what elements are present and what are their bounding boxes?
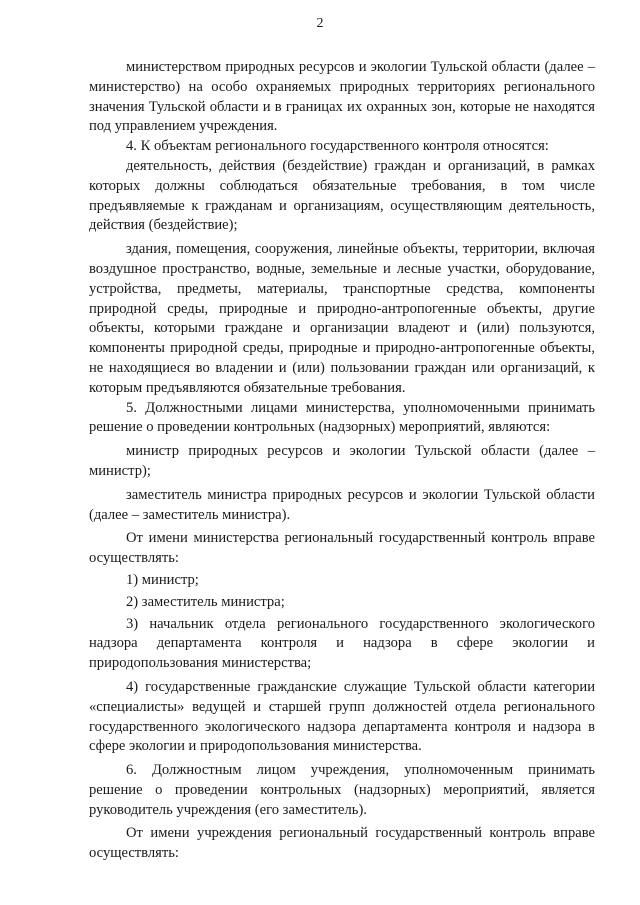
paragraph-minister: министр природных ресурсов и экологии Тульской области (далее – министр); [89, 443, 595, 479]
paragraph-deputy-minister: заместитель министра природных ресурсов и экологии Тульской области (далее – заместитель министра). [89, 486, 595, 523]
paragraph-item-4: 4. К объектам регионального государственного контроля относятся: [126, 138, 549, 155]
list-item-3: 3) начальник отдела регионального государственного экологического надзора департамента контроля и надзора в сфере экологии и природопользования министерства; [89, 615, 595, 672]
paragraph-continuation: министерством природных ресурсов и экологии Тульской области (далее – министерство) на особо охраняемых природных территориях регионального значения Тульской области и в границах их охранных зон, которые не находятся под управлением учреждения. [89, 59, 595, 135]
paragraph-objects-buildings: здания, помещения, сооружения, линейные объекты, территории, включая воздушное пространство, водные, земельные и лесные участки, оборудование, устройства, предметы, материалы, транспортные средства, компоненты природной среды, природные и природно-антропогенные объекты, другие объекты, которыми граждане и организации владеют и (или) пользуются, компоненты природной среды, природные и природно-антропогенные объекты, не находящиеся во владении и (или) пользовании граждан или организаций, к которым предъявляются обязательные требования. [89, 241, 595, 396]
page-number: 2 [316, 16, 324, 31]
paragraph-objects-activity: деятельность, действия (бездействие) граждан и организаций, в рамках которых должны соблюдаться обязательные требования, в том числе предъявляемые к гражданам и организациям, осуществляющим деятельность, действия (бездействие); [89, 157, 595, 234]
paragraph-institution-controllers: От имени учреждения региональный государственный контроль вправе осуществлять: [89, 825, 595, 862]
paragraph-item-5: 5. Должностными лицами министерства, уполномоченными принимать решение о проведении контрольных (надзорных) мероприятий, являются: [89, 399, 595, 436]
document-body [89, 58, 595, 864]
list-item-1: 1) министр; [126, 571, 199, 588]
paragraph-item-6: 6. Должностным лицом учреждения, уполномоченным принимать решение о проведении контрольных (надзорных) мероприятий, является руководитель учреждения (его заместитель). [89, 762, 595, 818]
list-item-2: 2) заместитель министра; [126, 593, 285, 610]
list-item-4: 4) государственные гражданские служащие Тульской области категории «специалисты» ведущей и старшей групп должностей отдела регионального государственного экологического надзора департамента контроля и надзора в сфере экологии и природопользования министерства. [89, 678, 595, 755]
paragraph-ministry-controllers: От имени министерства региональный государственный контроль вправе осуществлять: [89, 530, 595, 567]
